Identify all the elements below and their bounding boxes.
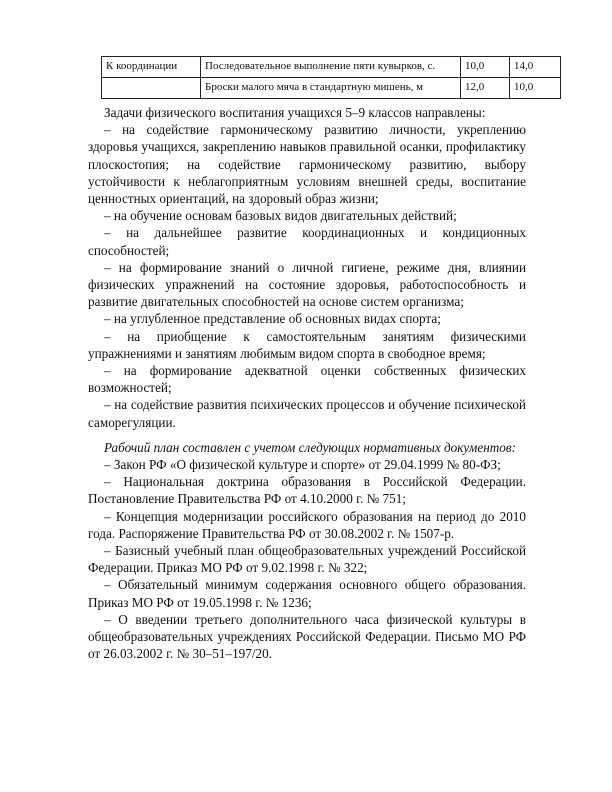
task-item: – на содействие гармоническому развитию личности, укреплению здоровья учащихся, закреплению навыков правильной осанки, профилактику плоскостопия; на содействие гармоническому развитию, выбору устойчивости к неблагоприятным условиям внешней среды, воспитание ценностных ориентаций, на здоровый образ жизни; — [88, 122, 526, 207]
task-item: – на углубленное представление об основных видах спорта; — [104, 311, 441, 327]
norms-table — [101, 56, 561, 99]
table-row — [102, 57, 561, 78]
document-item: – О введении третьего дополнительного часа физической культуры в общеобразовательных учреждениях Российской Федерации. Письмо МО РФ от 26.03.2002 г. № 30–51–197/20. — [88, 611, 526, 662]
task-item: – на формирование адекватной оценки собственных физических возможностей; — [88, 363, 526, 396]
table-cell: Последовательное выполнение пяти кувырков, с. — [201, 57, 461, 78]
task-item: – на обучение основам базовых видов двигательных действий; — [104, 208, 457, 224]
table-cell — [102, 78, 201, 99]
document-item: – Национальная доктрина образования в Российской Федерации. Постановление Правительства РФ от 4.10.2000 г. № 751; — [88, 474, 526, 507]
document-item: – Закон РФ «О физической культуре и спорте» от 29.04.1999 № 80-ФЗ; — [104, 457, 501, 473]
task-item: – на формирование знаний о личной гигиене, режиме дня, влиянии физических упражнений на состояние здоровья, работоспособность и развитие двигательных способностей на основе систем организма; — [88, 259, 526, 310]
document-item: – Концепция модернизации российского образования на период до 2010 года. Распоряжение Правительства РФ от 30.08.2002 г. № 1507-р. — [88, 508, 526, 541]
task-item: – на дальнейшее развитие координационных и кондиционных способностей; — [88, 225, 526, 258]
document-body — [88, 104, 526, 663]
table-cell: 10,0 — [510, 78, 561, 99]
table-cell: Броски малого мяча в стандартную мишень, м — [201, 78, 461, 99]
table-cell: 14,0 — [510, 57, 561, 78]
task-item: – на приобщение к самостоятельным занятиям физическими упражнениями и занятиям любимым видом спорта в свободное время; — [88, 328, 526, 361]
documents-intro: Рабочий план составлен с учетом следующих нормативных документов: — [104, 439, 516, 455]
table-cell: 12,0 — [461, 78, 510, 99]
table-cell: 10,0 — [461, 57, 510, 78]
task-item: – на содействие развития психических процессов и обучение психической саморегуляции. — [88, 397, 526, 430]
table-cell: К координации — [102, 57, 201, 78]
table-row — [102, 78, 561, 99]
tasks-intro: Задачи физического воспитания учащихся 5–9 классов направлены: — [104, 105, 486, 120]
document-item: – Базисный учебный план общеобразовательных учреждений Российской Федерации. Приказ МО РФ от 9.02.1998 г. № 322; — [88, 543, 526, 576]
document-item: – Обязательный минимум содержания основного общего образования. Приказ МО РФ от 19.05.1998 г. № 1236; — [88, 577, 526, 610]
